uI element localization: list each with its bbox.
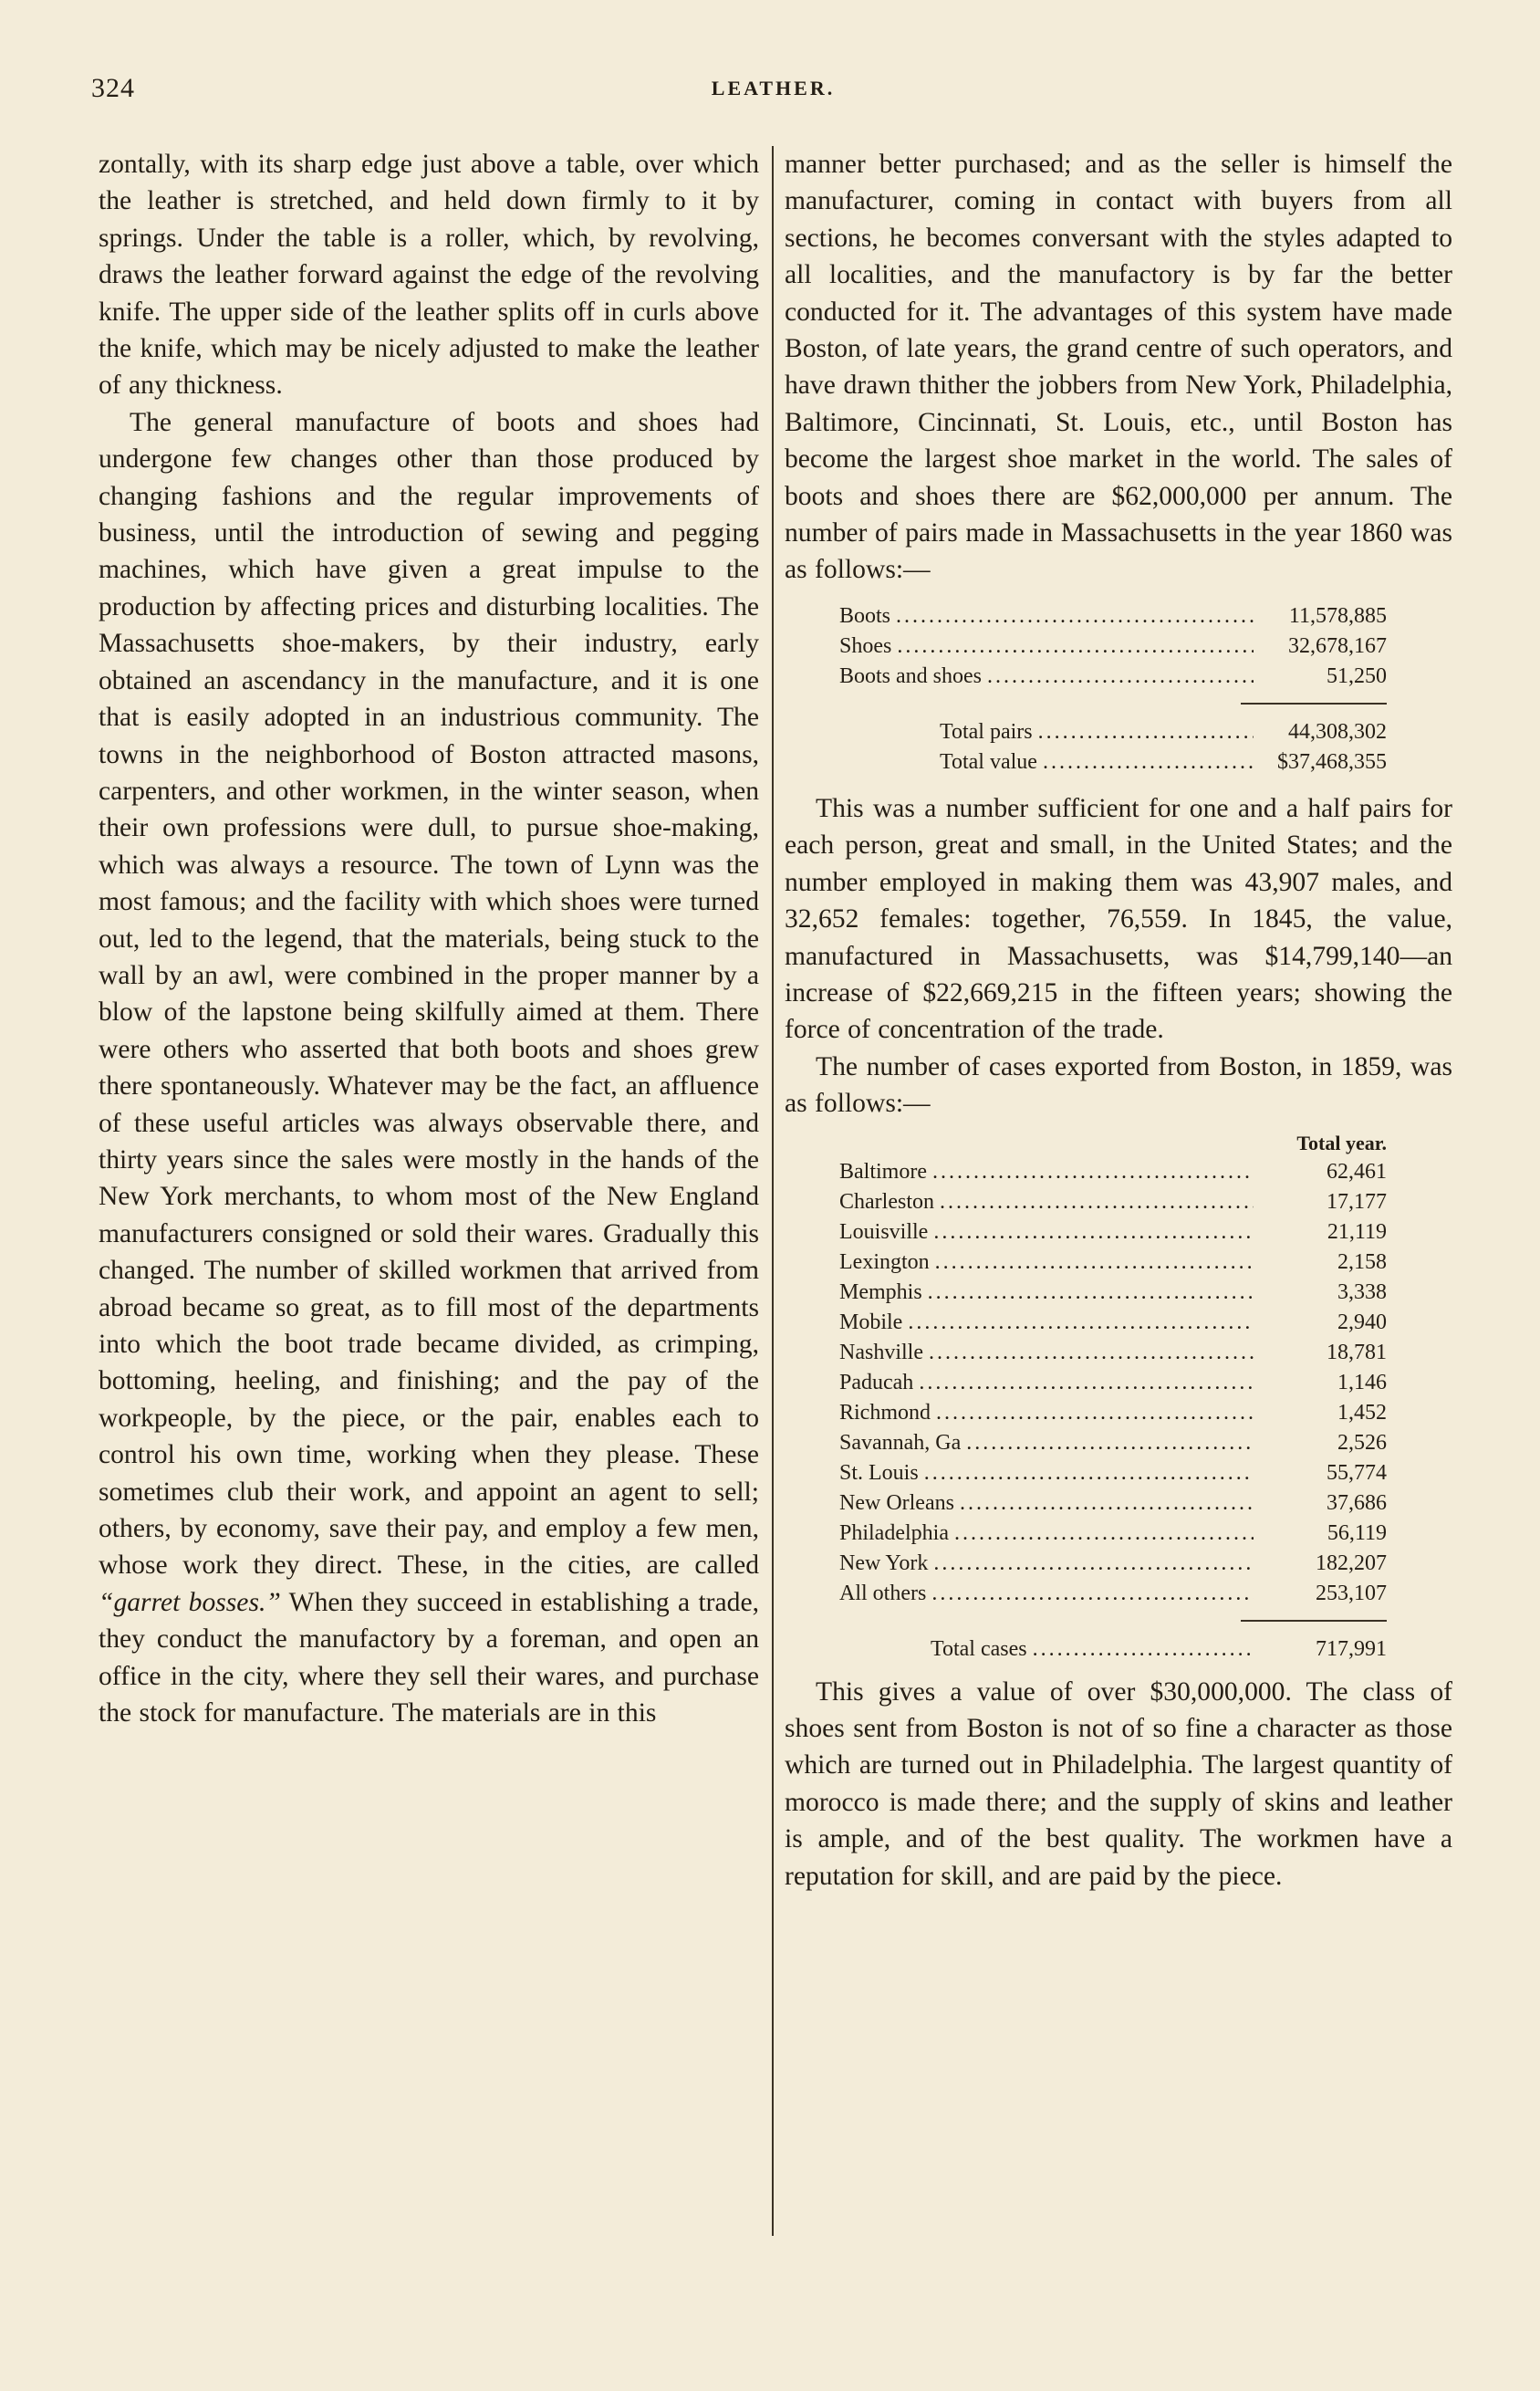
paragraph-continued: zontally, with its sharp edge just above a table, over which the leather is stretched, and held down firmly to it by springs. Under the table is a roller, which, by revolving, draws the leather forward against the edge of the revolving knife. The upper side of the leather splits off in curls above the knife, which may be nicely adjusted to make the leather of any thickness. xyxy=(99,150,759,401)
row-value: 37,686 xyxy=(1327,1490,1387,1515)
table-row xyxy=(839,1549,1387,1579)
row-value: 2,526 xyxy=(1337,1430,1387,1455)
row-label: Memphis xyxy=(839,1279,922,1304)
paragraph-value-summary: This gives a value of over $30,000,000. The class of shoes sent from Boston is not of so fine a character as those which are turned out in Philadelphia. The largest quantity of morocco is made there; and the supply of skins and leather is ample, and of the best quality. The workmen have a reputation for skill, and are paid by the piece. xyxy=(785,1676,1452,1891)
row-value: 253,107 xyxy=(1316,1581,1387,1605)
row-label: Boots xyxy=(839,603,891,628)
row-value: 44,308,302 xyxy=(1288,719,1387,744)
row-value: 55,774 xyxy=(1327,1460,1387,1485)
paragraph-boston-market: manner better purchased; and as the seller is himself the manufacturer, coming in contact with buyers from all sections, he becomes conversant with the styles adapted to all localities, and the manufactory is by far the better conducted for it. The advantages of this system have made Boston, of late years, the grand centre of such operators, and have drawn thither the jobbers from New York, Philadelphia, Baltimore, Cincinnati, St. Louis, etc., until Boston has become the largest shoe market in the world. The sales of boots and shoes there are $62,000,000 per annum. The number of pairs made in Massachusetts in the year 1860 was as follows:— xyxy=(785,150,1452,585)
table-row xyxy=(839,601,1387,632)
row-value: 32,678,167 xyxy=(1288,633,1387,658)
row-label: Total value xyxy=(940,749,1037,774)
row-label: New York xyxy=(839,1550,929,1575)
table-row xyxy=(839,632,1387,662)
sum-rule xyxy=(1241,1620,1387,1622)
table-row xyxy=(839,1428,1387,1458)
row-value: $37,468,355 xyxy=(1277,749,1387,774)
row-value: 11,578,885 xyxy=(1288,603,1387,628)
total-row xyxy=(839,747,1387,778)
running-title: LEATHER. xyxy=(711,77,836,99)
row-label: Charleston xyxy=(839,1189,934,1214)
row-label: All others xyxy=(839,1581,927,1605)
row-label: Louisville xyxy=(839,1219,929,1244)
row-value: 21,119 xyxy=(1327,1219,1387,1244)
row-label: New Orleans xyxy=(839,1490,954,1515)
paragraph-body: The general manufacture of boots and shoes had undergone few changes other than those produced by changing fashions and the regular improvements of business, until the introduction of sewing and pegging machines, which have given a great impulse to the production by affecting prices and disturbing localities. The Massachusetts shoe-makers, by their industry, early obtained an ascendancy in the manufacture, and it is one that is easily adopted in an industrious community. The towns in the neighborhood of Boston attracted masons, carpenters, and other workmen, in the winter season, when their own professions were dull, to pursue shoe-making, which was always a resource. The town of Lynn was the most famous; and the facility with which shoes were turned out, led to the legend, that the materials, being stuck to the wall by an awl, were combined in the proper manner by a blow of the lapstone being skilfully aimed at them. There were others who asserted that both boots and shoes grew there spontaneously. Whatever may be the fact, an affluence of these useful articles was always observable there, and thirty years since the sales were mostly in the hands of the New York merchants, to whom most of the New England manufacturers consigned or sold their wares. Gradually this changed. The number of skilled workmen that arrived from abroad became so great, as to fill most of the departments into which the boot trade became divided, as crimping, bottoming, heeling, and finishing; and the pay of the workpeople, by the piece, or the pair, enables each to control his own time, working when they please. These sometimes club their work, and appoint an agent to sell; others, by economy, save their pay, and employ a few men, whose work they direct. These, in the cities, are called xyxy=(99,407,759,1581)
row-value: 1,146 xyxy=(1337,1370,1387,1394)
page-number: 324 xyxy=(91,73,135,103)
row-value: 717,991 xyxy=(1316,1636,1387,1661)
row-label: Lexington xyxy=(839,1249,930,1274)
row-label: Total cases xyxy=(931,1636,1027,1661)
row-label: Baltimore xyxy=(839,1159,927,1184)
row-value: 182,207 xyxy=(1316,1550,1387,1575)
left-column xyxy=(99,146,759,1731)
row-label: Philadelphia xyxy=(839,1520,949,1545)
table-row xyxy=(839,1157,1387,1187)
row-value: 18,781 xyxy=(1327,1340,1387,1364)
total-row xyxy=(839,1634,1387,1665)
table-row xyxy=(839,1308,1387,1338)
paragraph-shoe-manufacture xyxy=(99,404,759,1732)
column-divider xyxy=(772,146,774,2236)
row-label: Nashville xyxy=(839,1340,923,1364)
cases-table xyxy=(839,1130,1387,1665)
table-row xyxy=(839,1368,1387,1398)
page-header xyxy=(91,73,1455,128)
row-value: 1,452 xyxy=(1337,1400,1387,1425)
right-column xyxy=(785,146,1452,1895)
table-row xyxy=(839,1458,1387,1488)
column-header: Total year. xyxy=(1296,1131,1387,1154)
sum-rule xyxy=(1241,703,1387,705)
table-row xyxy=(839,1248,1387,1278)
row-label: Paducah xyxy=(839,1370,914,1394)
row-value: 2,158 xyxy=(1337,1249,1387,1274)
table-row xyxy=(839,1579,1387,1609)
paragraph-cases-intro: The number of cases exported from Boston, in 1859, was as follows:— xyxy=(785,1051,1452,1119)
row-value: 3,338 xyxy=(1337,1279,1387,1304)
italic-term: “garret bosses.” xyxy=(99,1587,281,1617)
row-value: 17,177 xyxy=(1327,1189,1387,1214)
table-row xyxy=(839,1338,1387,1368)
table-row xyxy=(839,1187,1387,1217)
row-label: Shoes xyxy=(839,633,892,658)
table-row xyxy=(839,1398,1387,1428)
row-label: Boots and shoes xyxy=(839,663,982,688)
table-row xyxy=(839,1488,1387,1519)
row-value: 62,461 xyxy=(1327,1159,1387,1184)
row-value: 56,119 xyxy=(1327,1520,1387,1545)
row-value: 2,940 xyxy=(1337,1310,1387,1334)
row-label: Total pairs xyxy=(940,719,1033,744)
cases-rows xyxy=(839,1157,1387,1609)
table-row xyxy=(839,1217,1387,1248)
row-label: Savannah, Ga xyxy=(839,1430,962,1455)
table-row xyxy=(839,662,1387,692)
paragraph-pairs-summary: This was a number sufficient for one and a half pairs for each person, great and small, in the United States; and the number employed in making them was 43,907 males, and 32,652 females: together, 76,559. In 1845, the value, manufactured in Massachusetts, was $14,799,140—an increase of $22,669,215 in the fifteen years; showing the force of concentration of the trade. xyxy=(785,793,1452,1045)
total-row xyxy=(839,717,1387,747)
row-label: Richmond xyxy=(839,1400,931,1425)
pairs-table xyxy=(839,601,1387,778)
row-label: Mobile xyxy=(839,1310,903,1334)
row-value: 51,250 xyxy=(1327,663,1387,688)
paragraph-closing: When they succeed in establishing a trade, they conduct the manufactory by a foreman, and open an office in the city, where they sell their wares, and purchase the stock for manufacture. The materials are in this xyxy=(99,1587,759,1728)
row-label: St. Louis xyxy=(839,1460,919,1485)
table-row xyxy=(839,1519,1387,1549)
table-row xyxy=(839,1278,1387,1308)
